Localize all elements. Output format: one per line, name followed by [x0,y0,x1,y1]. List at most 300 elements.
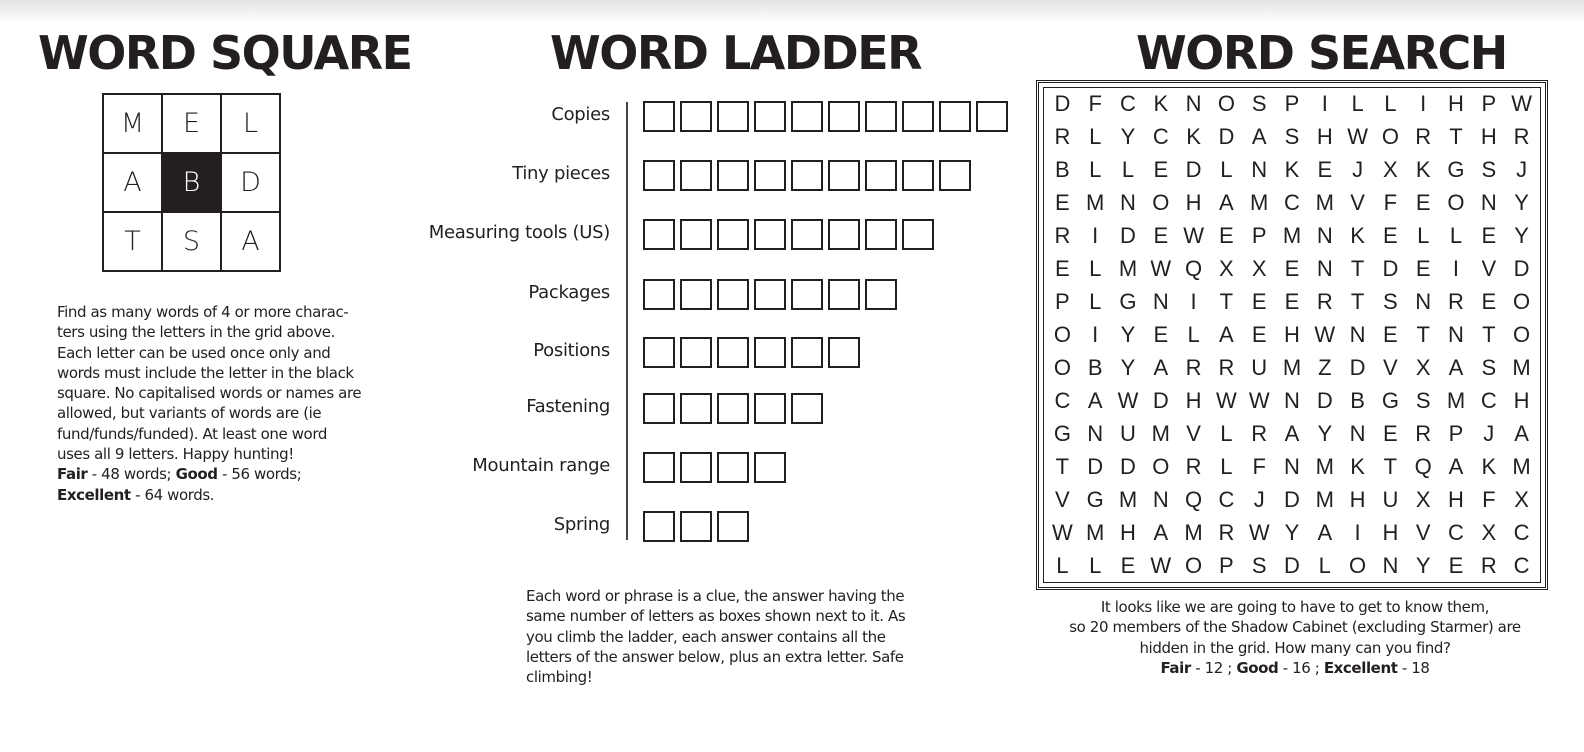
word-search-letter[interactable]: T [1383,453,1398,479]
letter-box[interactable] [680,393,712,424]
word-square-cell: L [221,94,280,153]
word-search-letter[interactable]: Y [1415,552,1431,578]
word-search-letter[interactable]: R [1218,354,1235,380]
letter-box[interactable] [791,337,823,368]
letter-box[interactable] [754,279,786,310]
word-search-letter[interactable]: N [1480,190,1497,216]
letter-box[interactable] [828,101,860,132]
word-search-letter[interactable]: Q [1185,486,1203,512]
word-search-letter[interactable]: X [1251,256,1267,282]
word-search-letter[interactable]: P [1448,420,1464,446]
word-search-letter[interactable]: I [1354,519,1361,545]
letter-box[interactable] [754,101,786,132]
word-search-letter[interactable]: H [1448,91,1464,117]
word-search-letter[interactable]: J [1483,420,1495,446]
word-search-letter[interactable]: I [1092,223,1099,249]
word-search-letter[interactable]: A [1448,354,1464,380]
word-search-letter[interactable]: S [1481,354,1497,380]
word-search-letter[interactable]: L [1056,552,1069,578]
word-search-letter[interactable]: E [1251,321,1267,347]
word-search-letter[interactable]: O [1513,289,1531,315]
word-search-letter[interactable]: C [1054,387,1071,413]
word-search-letter[interactable]: Y [1514,190,1529,216]
letter-box[interactable] [828,160,860,191]
letter-box[interactable] [828,219,860,250]
word-search-letter[interactable]: E [1153,157,1169,183]
word-search-letter[interactable]: Z [1318,354,1332,380]
word-square-title: WORD SQUARE [38,26,412,80]
word-search-letter[interactable]: N [1316,256,1333,282]
letter-box[interactable] [717,511,749,542]
word-search-letter[interactable]: H [1120,519,1136,545]
word-search-letter[interactable]: I [1321,91,1328,117]
letter-box[interactable] [902,219,934,250]
word-search-letter[interactable]: W [1052,519,1073,545]
word-search-letter[interactable]: T [1350,289,1365,315]
word-search-letter[interactable]: M [1512,354,1531,380]
word-search-letter[interactable]: L [1089,124,1102,150]
letter-box[interactable] [680,279,712,310]
word-search-letter[interactable]: C [1480,387,1497,413]
word-search-letter[interactable]: M [1086,190,1105,216]
word-search-letter[interactable]: E [1120,552,1136,578]
word-search-letter[interactable]: B [1350,387,1365,413]
letter-box[interactable] [865,219,897,250]
letter-box[interactable] [643,511,675,542]
word-search-letter[interactable]: V [1481,256,1497,282]
excellent-label: Excellent [57,485,131,504]
word-search-letter[interactable]: A [1284,420,1300,446]
word-search-letter[interactable]: K [1186,124,1201,150]
word-search-letter[interactable]: S [1251,552,1267,578]
word-search-letter[interactable]: L [1089,552,1102,578]
word-search-letter[interactable]: C [1284,190,1300,216]
word-search-letter[interactable]: N [1316,223,1333,249]
word-search-letter[interactable]: L [1351,91,1364,117]
word-square-cell: S [162,212,221,271]
word-search-letter[interactable]: J [1352,157,1364,183]
letter-box[interactable] [717,160,749,191]
word-search-letter[interactable]: N [1349,420,1366,446]
word-search-letter[interactable]: M [1315,486,1334,512]
word-search-letter[interactable]: R [1480,552,1497,578]
word-search-letter[interactable]: O [1349,552,1367,578]
word-search-letter[interactable]: K [1481,453,1497,479]
word-search-letter[interactable]: W [1150,256,1172,282]
word-square-cell: E [162,94,221,153]
word-search-letter[interactable]: L [1220,453,1233,479]
word-search-letter[interactable]: E [1481,289,1497,315]
word-search-letter[interactable]: X [1481,519,1497,545]
word-search-letter[interactable]: N [1349,321,1366,347]
letter-box[interactable] [680,219,712,250]
word-search-letter[interactable]: A [1514,420,1529,446]
word-search-letter[interactable]: Y [1120,124,1136,150]
word-search-letter[interactable]: M [1282,223,1302,249]
letter-box[interactable] [717,337,749,368]
word-search-letter[interactable]: E [1251,289,1267,315]
letter-box[interactable] [939,160,971,191]
word-search-letter[interactable]: H [1185,387,1202,413]
word-search-letter[interactable]: L [1318,552,1331,578]
word-search-letter[interactable]: M [1184,519,1203,545]
word-search-letter[interactable]: A [1317,519,1333,545]
word-search-letter[interactable]: N [1152,486,1169,512]
word-search-letter[interactable]: D [1513,256,1530,282]
word-search-letter[interactable]: C [1513,519,1530,545]
word-search-letter[interactable]: G [1086,486,1104,512]
word-search-letter[interactable]: M [1512,453,1531,479]
letter-box[interactable] [754,452,786,483]
word-search-letter[interactable]: U [1382,486,1399,512]
word-search-letter[interactable]: A [1219,190,1234,216]
word-search-letter[interactable]: N [1087,420,1104,446]
word-search-letter[interactable]: O [1447,190,1465,216]
word-search-letter[interactable]: L [1121,157,1135,183]
word-search-letter[interactable]: O [1185,552,1203,578]
word-search-letter[interactable]: H [1185,190,1202,216]
word-search-letter[interactable]: M [1250,190,1269,216]
word-search-letter[interactable]: H [1316,124,1333,150]
letter-box[interactable] [680,160,712,191]
word-search-letter[interactable]: D [1382,256,1399,282]
word-search-letter[interactable]: M [1151,420,1170,446]
word-search-letter[interactable]: M [1315,190,1334,216]
word-search-letter[interactable]: B [1087,354,1103,380]
letter-box[interactable] [791,279,823,310]
word-search-letter[interactable]: A [1153,519,1169,545]
word-search-letter[interactable]: X [1514,486,1529,512]
word-search-letter[interactable]: H [1382,519,1399,545]
word-search-letter[interactable]: L [1417,223,1430,249]
word-search-letter[interactable]: M [1086,519,1105,545]
word-search-letter[interactable]: O [1381,124,1399,150]
word-search-letter[interactable]: Q [1414,453,1432,479]
word-search-letter[interactable]: K [1415,157,1431,183]
word-search-letter[interactable]: S [1383,289,1398,315]
word-search-letter[interactable]: X [1219,256,1234,282]
letter-box[interactable] [643,219,675,250]
word-search-letter[interactable]: A [1219,321,1234,347]
word-search-letter[interactable]: V [1055,486,1070,512]
word-search-letter[interactable]: M [1315,453,1334,479]
letter-box[interactable] [828,279,860,310]
word-search-letter[interactable]: S [1415,387,1431,413]
word-search-letter[interactable]: K [1284,157,1300,183]
word-search-letter[interactable]: R [1513,124,1530,150]
word-search-letter[interactable]: G [1381,387,1399,413]
word-search-letter[interactable]: Y [1120,354,1136,380]
word-search-letter[interactable]: L [1187,321,1200,347]
word-search-letter[interactable]: N [1448,321,1464,347]
word-search-letter[interactable]: T [1449,124,1463,150]
letter-box[interactable] [680,101,712,132]
letter-box[interactable] [976,101,1008,132]
word-search-letter[interactable]: E [1284,289,1300,315]
word-search-letter[interactable]: G [1119,289,1137,315]
word-search-letter[interactable]: N [1382,552,1399,578]
word-search-letter[interactable]: N [1251,157,1268,183]
word-search-letter[interactable]: A [1153,354,1169,380]
word-search-letter[interactable]: W [1150,552,1172,578]
word-search-letter[interactable]: O [1152,190,1170,216]
good-label: Good [1236,658,1279,677]
word-square-center-cell: B [162,153,221,212]
word-search-letter[interactable]: O [1152,453,1170,479]
word-search-letter[interactable]: E [1415,190,1431,216]
word-search-letter[interactable]: D [1349,354,1366,380]
word-search-letter[interactable]: S [1251,91,1267,117]
letter-box[interactable] [643,337,675,368]
word-search-letter[interactable]: R [1054,223,1071,249]
word-search-letter[interactable]: H [1513,387,1530,413]
ladder-clue: Positions [533,340,610,361]
ladder-clue: Spring [553,514,610,535]
word-square-grid [102,93,281,272]
letter-box[interactable] [865,160,897,191]
letter-box[interactable] [754,393,786,424]
word-search-letter[interactable]: F [1482,486,1496,512]
word-search-letter[interactable]: L [1089,256,1102,282]
word-search-letter[interactable]: V [1186,420,1201,446]
letter-box[interactable] [643,279,675,310]
word-search-letter[interactable]: X [1415,486,1431,512]
letter-box[interactable] [754,337,786,368]
word-search-letter[interactable]: F [1088,91,1102,117]
word-search-letter[interactable]: K [1350,223,1365,249]
word-search-grid [1043,87,1541,583]
ladder-clue: Fastening [526,396,610,417]
word-search-letter[interactable]: A [1251,124,1267,150]
word-search-letter[interactable]: N [1120,190,1136,216]
word-search-letter[interactable]: D [1054,91,1071,117]
word-search-letter[interactable]: Y [1317,420,1333,446]
letter-box[interactable] [939,101,971,132]
word-search-letter[interactable]: T [1416,321,1430,347]
letter-box[interactable] [791,393,823,424]
word-search-letter[interactable]: E [1153,321,1169,347]
letter-box[interactable] [643,452,675,483]
word-search-letter[interactable]: X [1415,354,1431,380]
word-search-letter[interactable]: H [1480,124,1497,150]
word-search-letter[interactable]: W [1347,124,1368,150]
word-search-letter[interactable]: I [1452,256,1460,282]
word-search-letter[interactable]: E [1383,420,1398,446]
letter-box[interactable] [680,452,712,483]
word-search-letter[interactable]: I [1420,91,1427,117]
word-search-letter[interactable]: W [1248,387,1270,413]
word-search-letter[interactable]: R [1415,420,1432,446]
letter-box[interactable] [643,160,675,191]
word-search-letter[interactable]: D [1120,453,1136,479]
word-search-letter[interactable]: W [1117,387,1139,413]
word-search-letter[interactable]: N [1284,453,1300,479]
word-search-letter[interactable]: U [1120,420,1136,446]
word-search-letter[interactable]: E [1284,256,1300,282]
word-search-letter[interactable]: U [1251,354,1268,380]
word-search-letter[interactable]: R [1415,124,1432,150]
word-search-letter[interactable]: O [1053,354,1071,380]
word-search-letter[interactable]: T [1350,256,1365,282]
word-search-letter[interactable]: V [1415,519,1431,545]
word-search-letter[interactable]: F [1252,453,1266,479]
fair-label: Fair [57,465,88,484]
word-search-letter[interactable]: R [1218,519,1235,545]
word-search-letter[interactable]: N [1185,91,1202,117]
letter-box[interactable] [865,101,897,132]
word-search-letter[interactable]: L [1220,420,1233,446]
good-label: Good [175,465,218,484]
letter-box[interactable] [717,101,749,132]
word-search-letter[interactable]: D [1087,453,1104,479]
word-search-letter[interactable]: W [1183,223,1204,249]
letter-box[interactable] [717,219,749,250]
letter-box[interactable] [754,160,786,191]
word-search-letter[interactable]: E [1415,256,1431,282]
letter-box[interactable] [828,337,860,368]
letter-box[interactable] [717,279,749,310]
word-search-letter[interactable]: E [1317,157,1333,183]
word-search-letter[interactable]: R [1185,354,1202,380]
word-search-letter[interactable]: E [1055,190,1070,216]
word-search-letter[interactable]: P [1481,91,1497,117]
ladder-answer-boxes [643,511,749,542]
word-search-letter[interactable]: W [1248,519,1270,545]
word-search-letter[interactable]: P [1219,552,1234,578]
instructions-text: Find as many words of 4 or more charac-ters using the letters in the grid above. Each letter can be used once only and words must include the letter in the black square. No capitalised words or names are allowed, but variants of words are (ie fund/funds/funded). At least one word uses all 9 letters. Happy hunting! [57,303,362,464]
word-search-letter[interactable]: N [1152,289,1169,315]
word-search-letter[interactable]: C [1448,519,1464,545]
word-search-letter[interactable]: W [1511,91,1532,117]
word-search-letter[interactable]: Y [1120,321,1136,347]
word-search-letter[interactable]: D [1218,124,1235,150]
word-search-letter[interactable]: P [1284,91,1300,117]
word-search-letter[interactable]: O [1053,321,1071,347]
word-search-letter[interactable]: T [1055,453,1070,479]
word-search-letter[interactable]: S [1481,157,1497,183]
word-search-letter[interactable]: E [1219,223,1234,249]
word-search-letter[interactable]: I [1092,321,1099,347]
letter-box[interactable] [791,160,823,191]
word-search-letter[interactable]: D [1284,552,1300,578]
word-search-letter[interactable]: Y [1514,223,1529,249]
letter-box[interactable] [717,452,749,483]
letter-box[interactable] [902,160,934,191]
word-search-letter[interactable]: O [1513,321,1531,347]
letter-box[interactable] [643,393,675,424]
word-search-letter[interactable]: J [1253,486,1265,512]
word-search-letter[interactable]: L [1089,289,1102,315]
word-search-letter[interactable]: G [1447,157,1465,183]
word-search-letter[interactable]: T [1219,289,1234,315]
word-search-letter[interactable]: S [1284,124,1300,150]
word-search-letter[interactable]: H [1284,321,1300,347]
excellent-label: Excellent [1323,658,1398,677]
word-search-letter[interactable]: C [1513,552,1530,578]
word-search-letter[interactable]: G [1053,420,1071,446]
word-search-letter[interactable]: E [1383,223,1398,249]
word-search-letter[interactable]: J [1516,157,1528,183]
word-search-letter[interactable]: E [1055,256,1070,282]
word-search-letter[interactable]: T [1482,321,1496,347]
word-search-letter[interactable]: E [1153,223,1169,249]
letter-box[interactable] [791,219,823,250]
word-search-letter[interactable]: D [1152,387,1169,413]
word-search-letter[interactable]: K [1153,91,1169,117]
word-search-letter[interactable]: R [1448,289,1464,315]
word-search-letter[interactable]: L [1220,157,1233,183]
letter-box[interactable] [791,101,823,132]
good-text: - 56 words; [217,465,302,484]
letter-box[interactable] [865,279,897,310]
word-search-letter[interactable]: F [1383,190,1398,216]
word-search-letter[interactable]: E [1383,321,1398,347]
word-search-letter[interactable]: O [1217,91,1235,117]
word-search-frame [1036,80,1548,590]
word-search-letter[interactable]: K [1350,453,1365,479]
ladder-clue: Packages [528,282,610,303]
word-search-letter[interactable]: V [1350,190,1365,216]
word-search-letter[interactable]: A [1087,387,1103,413]
word-search-letter[interactable]: M [1118,486,1138,512]
letter-box[interactable] [680,511,712,542]
word-search-letter[interactable]: V [1383,354,1398,380]
word-search-letter[interactable]: L [1089,157,1102,183]
word-search-letter[interactable]: E [1481,223,1497,249]
letter-box[interactable] [680,337,712,368]
word-search-letter[interactable]: L [1449,223,1463,249]
letter-box[interactable] [717,393,749,424]
word-search-letter[interactable]: N [1284,387,1300,413]
word-search-letter[interactable]: B [1055,157,1070,183]
letter-box[interactable] [754,219,786,250]
word-search-letter[interactable]: N [1415,289,1432,315]
letter-box[interactable] [643,101,675,132]
word-search-letter[interactable]: M [1118,256,1138,282]
word-search-letter[interactable]: L [1384,91,1397,117]
word-search-letter[interactable]: D [1120,223,1136,249]
word-search-letter[interactable]: D [1185,157,1202,183]
word-search-letter[interactable]: P [1251,223,1267,249]
word-search-letter[interactable]: W [1216,387,1237,413]
word-search-letter[interactable]: H [1448,486,1464,512]
word-search-letter[interactable]: I [1190,289,1197,315]
word-search-letter[interactable]: R [1251,420,1268,446]
word-search-letter[interactable]: D [1316,387,1333,413]
word-square-cell: A [221,212,280,271]
word-search-letter[interactable]: Y [1284,519,1300,545]
word-search-letter[interactable]: Q [1185,256,1203,282]
word-search-letter[interactable]: P [1055,289,1070,315]
word-search-letter[interactable]: W [1314,321,1336,347]
word-search-letter[interactable]: H [1349,486,1366,512]
word-search-letter[interactable]: C [1218,486,1235,512]
word-search-letter[interactable]: D [1284,486,1300,512]
word-search-letter[interactable]: R [1316,289,1333,315]
word-search-letter[interactable]: C [1152,124,1169,150]
word-square-cell: T [103,212,162,271]
word-search-letter[interactable]: M [1446,387,1466,413]
ladder-answer-boxes [643,452,786,483]
word-search-letter[interactable]: M [1282,354,1302,380]
word-search-letter[interactable]: X [1383,157,1398,183]
word-search-letter[interactable]: R [1054,124,1071,150]
word-search-letter[interactable]: A [1448,453,1464,479]
word-search-letter[interactable]: R [1185,453,1202,479]
word-search-letter[interactable]: C [1120,91,1136,117]
letter-box[interactable] [902,101,934,132]
word-search-letter[interactable]: E [1448,552,1464,578]
